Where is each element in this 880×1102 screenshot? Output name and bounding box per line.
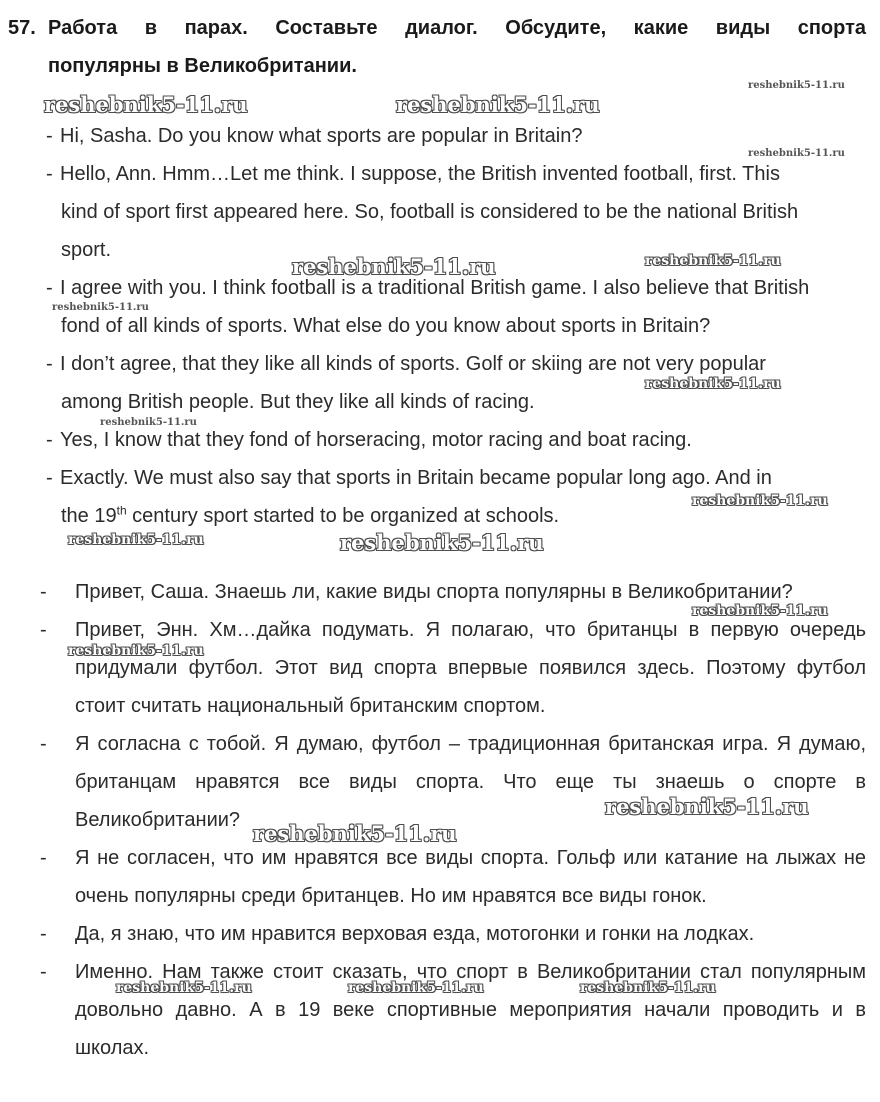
watermark: reshebnik5-11.ru bbox=[44, 92, 248, 117]
watermark: reshebnik5-11.ru bbox=[340, 530, 544, 555]
translation-item: - Привет, Саша. Знаешь ли, какие виды спорта популярны в Великобритании? bbox=[40, 573, 866, 611]
dash: - bbox=[40, 847, 47, 869]
translation-item: - Я согласна с тобой. Я думаю, футбол – традиционная британская игра. Я думаю, британцам нравятся все виды спорта. Что еще ты знаешь о спорте в Великобритании? bbox=[40, 725, 866, 839]
dialogue-line: kind of sport first appeared here. So, football is considered to be the national British bbox=[61, 201, 799, 223]
dialogue-line: - Exactly. We must also say that sports in Britain became popular long ago. And in bbox=[46, 459, 866, 497]
watermark: reshebnik5-11.ru bbox=[645, 253, 781, 269]
task-title-line1: Работа в парах. Составьте диалог. Обсудите, какие виды спорта bbox=[48, 17, 866, 39]
watermark: reshebnik5-11.ru bbox=[748, 80, 845, 91]
translation-item: - Именно. Нам также стоит сказать, что спорт в Великобритании стал популярным довольно давно. А в 19 веке спортивные мероприятия начали проводить и в школах. bbox=[40, 953, 866, 1067]
dialogue-line: - Yes, I know that they fond of horseracing, motor racing and boat racing. bbox=[46, 421, 866, 459]
dash: - bbox=[46, 353, 53, 375]
watermark: reshebnik5-11.ru bbox=[52, 302, 149, 313]
watermark: reshebnik5-11.ru bbox=[605, 794, 809, 819]
dash: - bbox=[46, 277, 53, 299]
dialogue-line: - Hello, Ann. Hmm…Let me think. I suppose, the British invented football, first. This bbox=[46, 155, 866, 193]
watermark: reshebnik5-11.ru bbox=[116, 980, 252, 996]
task-number: 57. bbox=[8, 17, 36, 39]
watermark: reshebnik5-11.ru bbox=[692, 493, 828, 509]
dialogue-line: sport. bbox=[61, 239, 112, 261]
watermark: reshebnik5-11.ru bbox=[68, 532, 204, 548]
dialogue-line: - I don’t agree, that they like all kinds of sports. Golf or skiing are not very popular bbox=[46, 345, 866, 383]
dash: - bbox=[46, 163, 53, 185]
watermark: reshebnik5-11.ru bbox=[253, 821, 457, 846]
dialogue-line: among British people. But they like all kinds of racing. bbox=[61, 391, 535, 413]
watermark: reshebnik5-11.ru bbox=[645, 376, 781, 392]
dialogue-line: fond of all kinds of sports. What else do you know about sports in Britain? bbox=[61, 315, 711, 337]
watermark: reshebnik5-11.ru bbox=[580, 980, 716, 996]
watermark: reshebnik5-11.ru bbox=[748, 148, 845, 159]
dash: - bbox=[40, 961, 47, 983]
task-title-line2: популярны в Великобритании. bbox=[48, 55, 357, 77]
dash: - bbox=[46, 467, 53, 489]
translation-item: - Привет, Энн. Хм…дайка подумать. Я полагаю, что британцы в первую очередь придумали футбол. Этот вид спорта впервые появился здесь. Поэтому футбол стоит считать национальный британским спортом. bbox=[40, 611, 866, 725]
dialogue-line: the 19th century sport started to be organized at schools. bbox=[61, 503, 560, 527]
dialogue-line: - I agree with you. I think football is a traditional British game. I also believe that British bbox=[46, 269, 866, 307]
dash: - bbox=[46, 125, 53, 147]
watermark: reshebnik5-11.ru bbox=[292, 254, 496, 279]
watermark: reshebnik5-11.ru bbox=[348, 980, 484, 996]
dash: - bbox=[40, 619, 47, 641]
watermark: reshebnik5-11.ru bbox=[68, 643, 204, 659]
dash: - bbox=[40, 733, 47, 755]
dash: - bbox=[46, 429, 53, 451]
dash: - bbox=[40, 581, 47, 603]
english-dialogue bbox=[46, 117, 866, 535]
translation-item: - Я не согласен, что им нравятся все виды спорта. Гольф или катание на лыжах не очень популярны среди британцев. Но им нравятся все виды гонок. bbox=[40, 839, 866, 915]
translation-item: - Да, я знаю, что им нравится верховая езда, мотогонки и гонки на лодках. bbox=[40, 915, 866, 953]
watermark: reshebnik5-11.ru bbox=[100, 417, 197, 428]
watermark: reshebnik5-11.ru bbox=[396, 92, 600, 117]
dialogue-line: - Hi, Sasha. Do you know what sports are popular in Britain? bbox=[46, 117, 866, 155]
dash: - bbox=[40, 923, 47, 945]
watermark: reshebnik5-11.ru bbox=[692, 603, 828, 619]
